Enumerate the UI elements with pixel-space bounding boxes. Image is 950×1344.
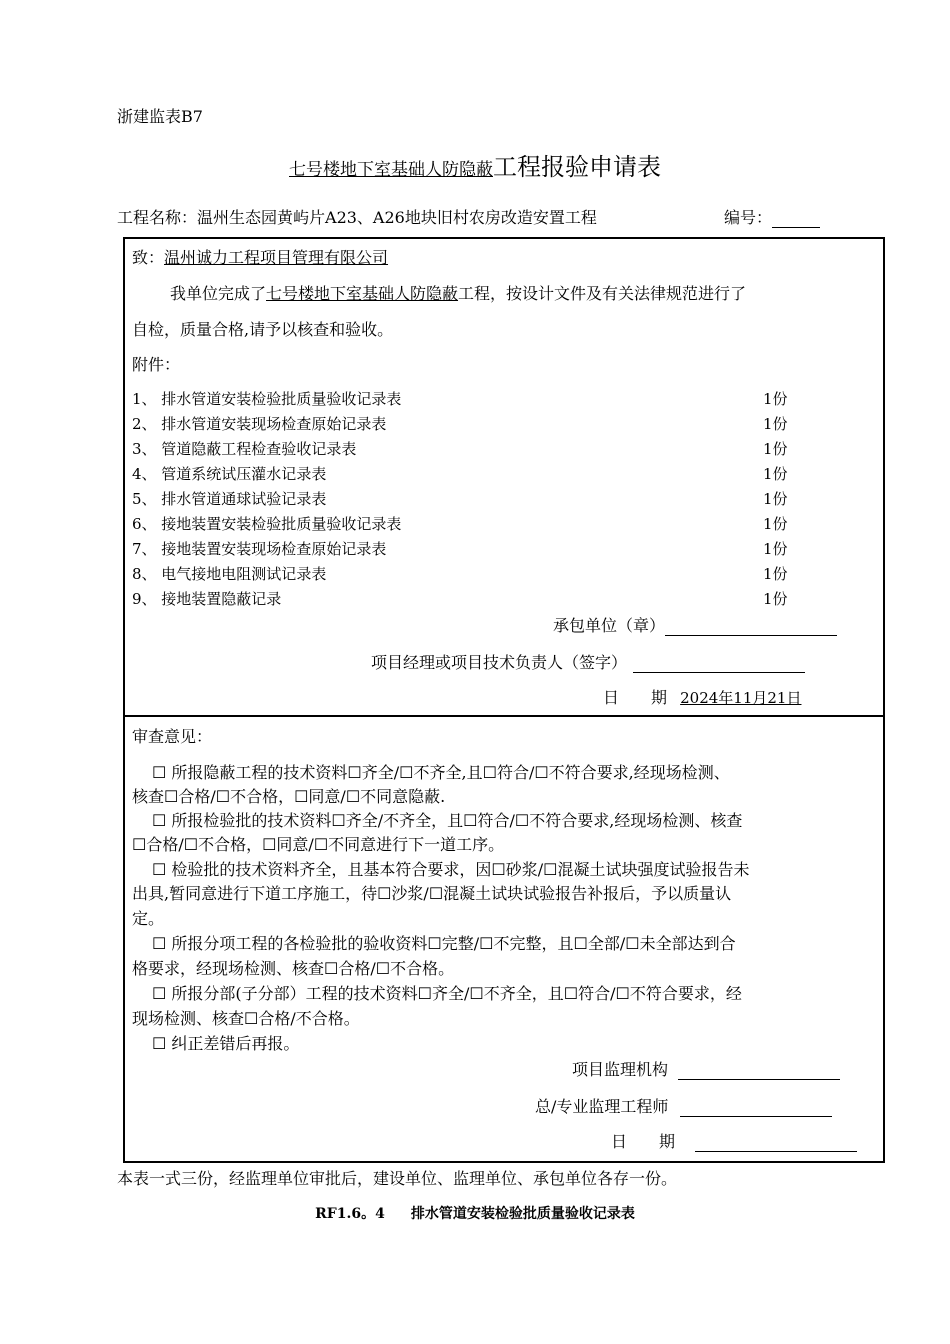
attachment-copies: 1份 [763,390,788,408]
review-line: ☐ 所报分部(子分部）工程的技术资料☐齐全/☐不齐全，且☐符合/☐不符合要求，经 [152,984,742,1003]
application-date-row [603,685,801,708]
next-table-name: 排水管道安装检验批质量验收记录表 [410,1206,635,1222]
attachment-copies: 1份 [763,590,788,608]
contractor-signature-line[interactable] [665,619,837,636]
supervision-org-label: 项目监理机构 [572,1060,669,1079]
attachment-item: 3、 管道隐蔽工程检查验收记录表 [132,440,357,458]
review-line: 格要求，经现场检测、核查☐合格/☐不合格。 [132,959,455,978]
contractor-signature-row [553,613,837,636]
attachment-item: 2、 排水管道安装现场检查原始记录表 [132,415,387,433]
engineer-signature-line[interactable] [680,1100,832,1117]
review-line: ☐ 所报分项工程的各检验批的验收资料☐完整/☐不完整，且☐全部/☐未全部达到合 [152,934,736,953]
attachment-copies: 1份 [763,565,788,583]
title-project-part: 七号楼地下室基础人防隐蔽 [289,160,493,180]
attachment-copies: 1份 [763,440,788,458]
application-date: 2024年11月21日 [680,689,802,707]
engineer-signature-row [535,1094,832,1117]
contractor-label: 承包单位（章） [553,616,666,635]
body-prefix: 我单位完成了 [170,284,267,303]
addressee-row [132,245,388,268]
footer-note: 本表一式三份，经监理单位审批后，建设单位、监理单位、承包单位各存一份。 [117,1169,678,1188]
attachment-item: 8、 电气接地电阻测试记录表 [132,565,327,583]
attachments-label: 附件： [132,355,181,374]
attachment-copies: 1份 [763,465,788,483]
form-code: 浙建监表B7 [117,107,203,126]
body-suffix: 工程，按设计文件及有关法律规范进行了 [458,284,747,303]
next-table-code: RF1.6。4 [315,1206,385,1222]
attachment-item: 4、 管道系统试压灌水记录表 [132,465,327,483]
review-date-label: 日 期 [611,1132,676,1151]
attachment-copies: 1份 [763,540,788,558]
manager-signature-row [371,650,805,673]
review-line: 核查☐合格/☐不合格，☐同意/☐不同意隐蔽. [132,787,446,806]
review-line: ☐ 纠正差错后再报。 [152,1034,300,1053]
to-organization: 温州诚力工程项目管理有限公司 [164,248,389,267]
application-body-line1 [170,281,746,304]
manager-signature-line[interactable] [633,656,805,673]
title-suffix: 工程报验申请表 [493,153,661,181]
review-line: ☐ 所报隐蔽工程的技术资料☐齐全/☐不齐全,且☐符合/☐不符合要求,经现场检测、 [152,763,730,782]
review-line: 现场检测、核查☐合格/不合格。 [132,1009,360,1028]
attachment-copies: 1份 [763,515,788,533]
attachment-item: 6、 接地装置安装检验批质量验收记录表 [132,515,402,533]
serial-number-field[interactable] [724,205,820,228]
attachment-copies: 1份 [763,415,788,433]
date-label: 日 期 [603,688,668,707]
attachment-item: 1、 排水管道安装检验批质量验收记录表 [132,390,402,408]
project-name-label: 工程名称： [117,208,198,227]
serial-label: 编号： [724,208,773,227]
page-title [0,147,950,182]
application-body-line2: 自检，质量合格,请予以核查和验收。 [132,320,394,339]
attachment-item: 5、 排水管道通球试验记录表 [132,490,327,508]
engineer-label: 总/专业监理工程师 [535,1097,669,1116]
attachment-item: 7、 接地装置安装现场检查原始记录表 [132,540,387,558]
manager-label: 项目经理或项目技术负责人（签字） [371,653,628,672]
attachment-item: 9、 接地装置隐蔽记录 [132,590,282,608]
attachment-copies: 1份 [763,490,788,508]
project-name: 温州生态园黄屿片A23、A26地块旧村农房改造安置工程 [197,208,597,227]
review-line: 定。 [132,909,165,928]
serial-blank[interactable] [772,210,820,228]
review-line: ☐ 检验批的技术资料齐全，且基本符合要求，因☐砂浆/☐混凝土试块强度试验报告未 [152,860,750,879]
review-label: 审查意见： [132,727,213,746]
review-line: ☐ 所报检验批的技术资料☐齐全/不齐全，且☐符合/☐不符合要求,经现场检测、核查 [152,811,743,830]
review-date-line[interactable] [695,1135,857,1152]
to-label: 致： [132,248,165,267]
review-line: ☐合格/☐不合格，☐同意/☐不同意进行下一道工序。 [132,835,505,854]
review-date-row [611,1129,857,1152]
supervision-org-line[interactable] [678,1063,840,1080]
project-name-row [117,205,597,228]
body-work-name: 七号楼地下室基础人防隐蔽 [266,284,459,303]
supervision-org-row [572,1057,840,1080]
next-table-title [0,1203,950,1223]
review-line: 出具,暂同意进行下道工序施工，待☐沙浆/☐混凝土试块试验报告补报后，予以质量认 [132,884,732,903]
